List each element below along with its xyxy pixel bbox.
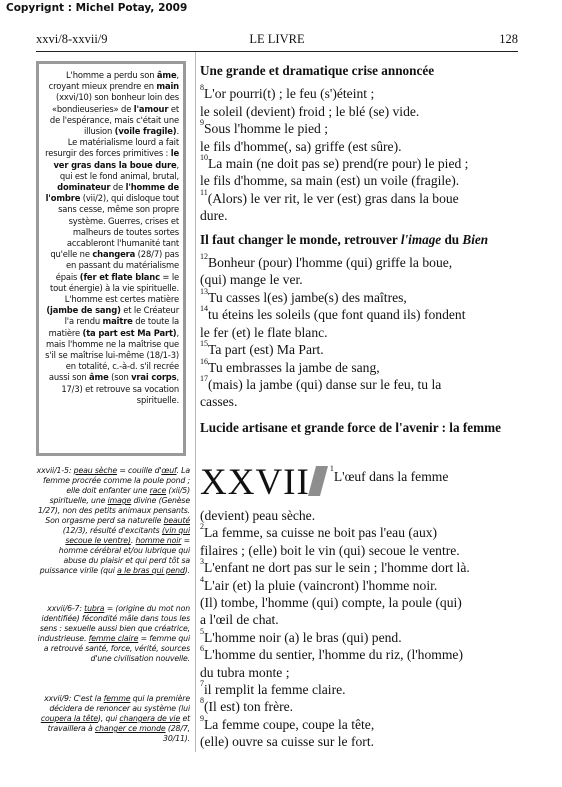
verse-15: $^{15}$Ta part (est) Ma Part. [200,339,324,358]
verse-7: $^7$il remplit la femme claire. [200,679,346,698]
commentary-box [36,61,186,456]
verse-11: $^{11}$(Alors) le ver rit, le ver (est) gras dans la boue [200,187,459,206]
main-text-part1 [200,62,528,436]
verse-13: $^{13}$Tu casses l(es) jambe(s) des maîtres, [200,286,407,305]
section-heading: Une grande et dramatique crise annoncée [200,63,435,78]
verse-line: le soleil (devient) froid ; le blé (se) vide. [200,103,420,119]
header-reference: xxvi/8-xxvii/9 [36,32,108,46]
verse-17: $^{17}$(mais) la jambe (qui) danse sur le feu, tu la [200,373,442,392]
verse-line: a l'œil de chat. [200,612,279,628]
page-number: 128 [499,32,518,46]
verse-10: $^{10}$La main (ne doit pas se) prend(re pour) le pied ; [200,153,469,172]
verse-line: (elle) ouvre sa cuisse sur le fort. [200,734,375,750]
verse-3: $^3$L'enfant ne dort pas sur le sein ; l'homme dort là. [200,557,470,576]
verse-line: (qui) mange le ver. [200,272,303,288]
note-xxvii-9: xxvii/9: C'est la femme qui la première décidera de renoncer au système (lui coupera la tête), qui changera de vie et travaillera à changer ce monde (28/7, 30/11). [40,694,190,743]
verse-line: filaires ; (elle) boit le vin (qui) secoue le ventre. [200,542,460,558]
verse-line: le fils d'homme(, sa) griffe (est sûre). [200,138,402,154]
verse-9b: $^9$La femme coupe, coupe la tête, [200,713,375,732]
verse-12: $^{12}$Bonheur (pour) l'homme (qui) griffe la boue, [200,252,453,271]
section-heading: Lucide artisane et grande force de l'avenir : la femme [200,419,501,435]
verse-2: $^2$La femme, sa cuisse ne boit pas l'eau (aux) [200,522,438,541]
chapter-opening: XXVII $^1$L'œuf dans la femme [200,462,449,503]
chapter-number: XXVII [200,462,310,503]
header-book-title: LE LIVRE [249,32,305,46]
column-divider [195,52,196,752]
header-rule [36,51,518,52]
chapter-slash-ornament [308,466,328,496]
verse-line: (Il) tombe, l'homme (qui) compte, la poule (qui) [200,595,462,611]
verse-line: (devient) peau sèche. [200,508,316,523]
copyright-notice: Copyrignt : Michel Potay, 2009 [6,2,188,14]
verse-line: dure. [200,208,228,224]
verse-4: $^4$L'air (et) la pluie (vaincront) l'homme noir. [200,574,438,593]
commentary-text: L'homme a perdu son âme, croyant mieux prendre en main (xxvi/10) son bonheur loin des «bondieuseries» de l'amour et de l'espérance, mais c'était une illusion (voile fragile). Le matérialisme lourd a fait resurgir des forces primitives : le ver gras dans la boue dure, qui est le fond animal, brutal, dominateur de l'homme de l'ombre (vii/2), qui disloque tout sans cesse, même son propre système. Guerres, crises et malheurs de toutes sortes accableront l'humanité tant qu'elle ne changera (28/7) pas en passant du matérialisme épais (fer et flate blanc = le tout énergie) à la vie spirituelle. L'homme est certes matière (jambe de sang) et le Créateur l'a rendu maître de toute la matière (ta part est Ma Part), mais l'homme ne la maîtrise que s'il se maîtrise lui-même (18/1-3) en totalité, c.-à-d. s'il recrée aussi son âme (son vrai corps, 17/3) et retrouve sa vocation spirituelle. [45,70,179,405]
verse-line: le fils d'homme, sa main (est) un voile (fragile). [200,173,460,189]
verse-8b: $^8$(Il est) ton frère. [200,696,294,715]
verse-line: le fer (et) le flate blanc. [200,324,328,340]
note-xxvii-1-5: xxvii/1-5: peau sèche = couille d'œuf. La femme procrée comme la poule pond ; elle doit enfanter une race (xii/5) spirituelle, une image divine (Genèse 1/27), non des petits animaux pensants. Son orgasme perd sa naturelle beauté (12/3), résulté d'excitants (vin qui secoue le ventre). homme noir = homme cérébral et/ou lubrique qui abuse du plaisir et qui perd tôt sa puissance virile (qui a le bras qui pend). [36,466,190,575]
note-xxvii-6-7: xxvii/6-7: tubra = (origine du mot non identifiée) fécondité mâle dans tous les sens : sexuelle aussi bien que créatrice, industrieuse. femme claire = femme qui a retrouvé santé, force, vérité, sources d'une civilisation nouvelle. [37,604,190,663]
section-heading: Il faut changer le monde, retrouver l'image du Bien [200,231,489,247]
verse-8: $^8$L'or pourri(t) ; le feu (s')éteint ; [200,83,375,102]
verse-9: $^9$Sous l'homme le pied ; [200,118,329,137]
verse-line: du tubra monte ; [200,664,290,680]
verse-6: $^6$L'homme du sentier, l'homme du riz, (l'homme) [200,644,463,663]
verse-16: $^{16}$Tu embrasses la jambe de sang, [200,356,380,375]
verse-5: $^5$L'homme noir (a) le bras (qui) pend. [200,626,402,645]
verse-line: casses. [200,394,238,410]
verse-14: $^{14}$tu éteins les soleils (que font quand ils) fondent [200,304,466,323]
main-text-part2 [200,462,528,751]
